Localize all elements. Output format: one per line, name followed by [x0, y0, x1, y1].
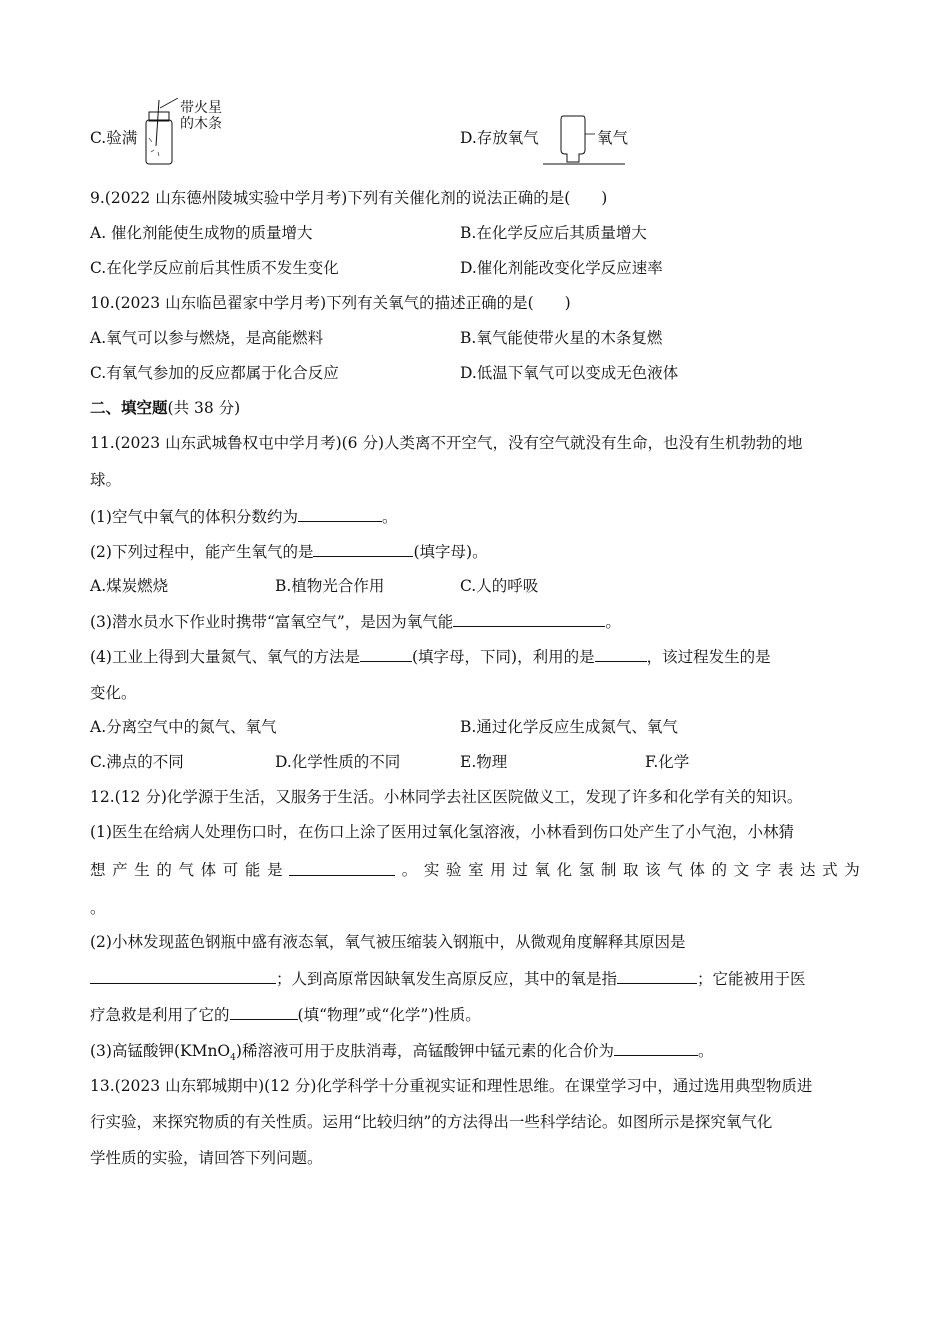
answer-blank[interactable] [360, 646, 412, 662]
q11-p2-option-a: A.煤炭燃烧 [90, 577, 169, 595]
char: 实 [423, 861, 440, 879]
section-heading [90, 398, 240, 418]
char: 体 [689, 861, 705, 879]
answer-blank[interactable] [313, 541, 413, 557]
q11-p4-text2: (填字母，下同)，利用的是 [411, 648, 595, 666]
q13-line1: 13.(2023 山东郓城期中)(12 分)化学科学十分重视实证和理性思维。在课堂学习中，通过选用典型物质进 [90, 1077, 813, 1095]
q10-option-a: A.氧气可以参与燃烧，是高能燃料 [90, 329, 324, 347]
q11-stem-line2: 球。 [90, 471, 122, 489]
q10-stem: 10.(2023 山东临邑翟家中学月考)下列有关氧气的描述正确的是( ) [90, 294, 571, 312]
q12-p2-text4: (填“物理”或“化学”)性质。 [297, 1006, 481, 1024]
q10-option-d: D.低温下氧气可以变成无色液体 [460, 364, 679, 382]
q11-part3 [90, 611, 621, 632]
q9-stem: 9.(2022 山东德州陵城实验中学月考)下列有关催化剂的说法正确的是( ) [90, 189, 608, 207]
char: 文 [733, 861, 750, 879]
q11-p2-text: (2)下列过程中，能产生氧气的是 [90, 543, 314, 561]
answer-blank[interactable] [614, 1040, 698, 1056]
answer-blank[interactable] [453, 611, 605, 627]
char: 验 [445, 861, 462, 879]
q11-p4-option-a: A.分离空气中的氮气、氧气 [90, 718, 277, 736]
q11-p4-text3: ，该过程发生的是 [646, 648, 771, 666]
q12-part3 [90, 1040, 713, 1068]
q10-option-b: B.氧气能使带火星的木条复燃 [460, 329, 663, 347]
answer-blank[interactable] [298, 506, 382, 522]
q8-d-label: 氧气 [597, 129, 629, 147]
q11-stem-line1: 11.(2023 山东武城鲁权屯中学月考)(6 分)人类离不开空气，没有空气就没有生命，也没有生机勃勃的地 [90, 434, 803, 452]
q11-p1-end: 。 [381, 508, 398, 526]
char: 气 [178, 861, 195, 879]
q11-p4-option-f: F.化学 [645, 753, 690, 771]
q11-p4-text: (4)工业上得到大量氮气、氧气的方法是 [90, 648, 360, 666]
q12-p1-line1: (1)医生在给病人处理伤口时，在伤口上涂了医用过氧化氢溶液，小林看到伤口处产生了小气泡，小林猜 [90, 823, 794, 841]
q9-option-b: B.在化学反应后其质量增大 [460, 224, 647, 242]
char: 生 [134, 861, 150, 879]
char: 的 [156, 861, 172, 879]
q11-p4-option-b: B.通过化学反应生成氮气、氧气 [460, 718, 678, 736]
char: 过 [512, 861, 528, 879]
answer-blank[interactable] [595, 646, 647, 662]
char: 氢 [578, 861, 595, 879]
q11-p3-text: (3)潜水员水下作业时携带“富氧空气”，是因为氧气能 [90, 613, 454, 631]
q11-p2-option-c: C.人的呼吸 [460, 577, 539, 595]
q13-line3: 学性质的实验，请回答下列问题。 [90, 1149, 323, 1167]
q9-option-c: C.在化学反应前后其性质不发生变化 [90, 259, 339, 277]
q8-c-label-line2: 的木条 [180, 116, 222, 132]
q12-p3-text: (3)高锰酸钾(KMnO [90, 1042, 231, 1060]
q12-p2-line2 [90, 968, 806, 989]
q11-p4-option-e: E.物理 [460, 753, 508, 771]
q11-part2 [90, 541, 488, 562]
q9-option-d: D.催化剂能改变化学反应速率 [460, 259, 663, 277]
answer-blank[interactable] [617, 968, 697, 984]
section-score: (共 38 分) [167, 399, 241, 417]
char: 表 [777, 861, 794, 879]
q12-p1-line2 [90, 860, 860, 880]
bottle-with-splint-diagram [140, 98, 180, 168]
char: 体 [200, 861, 217, 879]
char: 取 [622, 861, 639, 879]
char: 制 [600, 861, 617, 879]
q11-p2-end: (填字母)。 [413, 543, 488, 561]
q8-option-d: D.存放氧气 [460, 129, 539, 147]
char: 想 [90, 861, 106, 879]
q12-stem: 12.(12 分)化学源于生活，又服务于生活。小林同学去社区医院做义工，发现了许多和化学有关的知识。 [90, 788, 803, 806]
char: 能 [244, 861, 261, 879]
q11-p2-option-b: B.植物光合作用 [275, 577, 385, 595]
char: 式 [822, 861, 838, 879]
q12-p2-text3: 疗急救是利用了它的 [90, 1006, 230, 1024]
char: 可 [222, 861, 239, 879]
char: 氧 [534, 861, 550, 879]
q8-option-c: C.验满 [90, 129, 138, 147]
char: 达 [799, 861, 816, 879]
q12-p2-line3 [90, 1004, 481, 1025]
char: 为 [844, 861, 860, 879]
q12-p3-text2: )稀溶液可用于皮肤消毒，高锰酸钾中锰元素的化合价为 [235, 1042, 614, 1060]
char: 用 [490, 861, 506, 879]
q10-option-c: C.有氧气参加的反应都属于化合反应 [90, 364, 339, 382]
subscript: 4 [230, 1053, 236, 1064]
char: 字 [755, 861, 772, 879]
q8-c-label-line1: 带火星 [180, 100, 222, 116]
char: 的 [711, 861, 727, 879]
q11-part4 [90, 646, 771, 667]
answer-blank[interactable] [90, 968, 276, 984]
q12-p2-text: ；人到高原常因缺氧发生高原反应，其中的氧是指 [276, 970, 618, 988]
q11-p1-text: (1)空气中氧气的体积分数约为 [90, 508, 298, 526]
q12-p2-line1: (2)小林发现蓝色钢瓶中盛有液态氧，氧气被压缩装入钢瓶中，从微观角度解释其原因是 [90, 933, 686, 951]
char: 是 [267, 861, 283, 879]
char: 。 [401, 861, 418, 879]
q9-option-a: A. 催化剂能使生成物的质量增大 [90, 224, 313, 242]
section-title: 二、填空题 [90, 398, 168, 417]
char: 该 [645, 861, 661, 879]
q11-p4-option-c: C.沸点的不同 [90, 753, 184, 771]
q11-p4-line2: 变化。 [90, 684, 137, 702]
q13-line2: 行实验，来探究物质的有关性质。运用“比较归纳”的方法得出一些科学结论。如图所示是探究氧气化 [90, 1113, 773, 1131]
char: 室 [468, 861, 484, 879]
answer-blank[interactable] [230, 1004, 298, 1020]
q12-p3-end: 。 [697, 1042, 714, 1060]
q11-part1 [90, 506, 397, 527]
answer-blank[interactable] [289, 860, 395, 876]
q11-p4-option-d: D.化学性质的不同 [275, 753, 401, 771]
q12-p1-line3: 。 [90, 899, 106, 917]
char: 化 [556, 861, 573, 879]
char: 产 [112, 861, 128, 879]
q11-p3-end: 。 [605, 613, 621, 631]
char: 气 [667, 861, 683, 879]
q12-p2-text2: ；它能被用于医 [697, 970, 806, 988]
